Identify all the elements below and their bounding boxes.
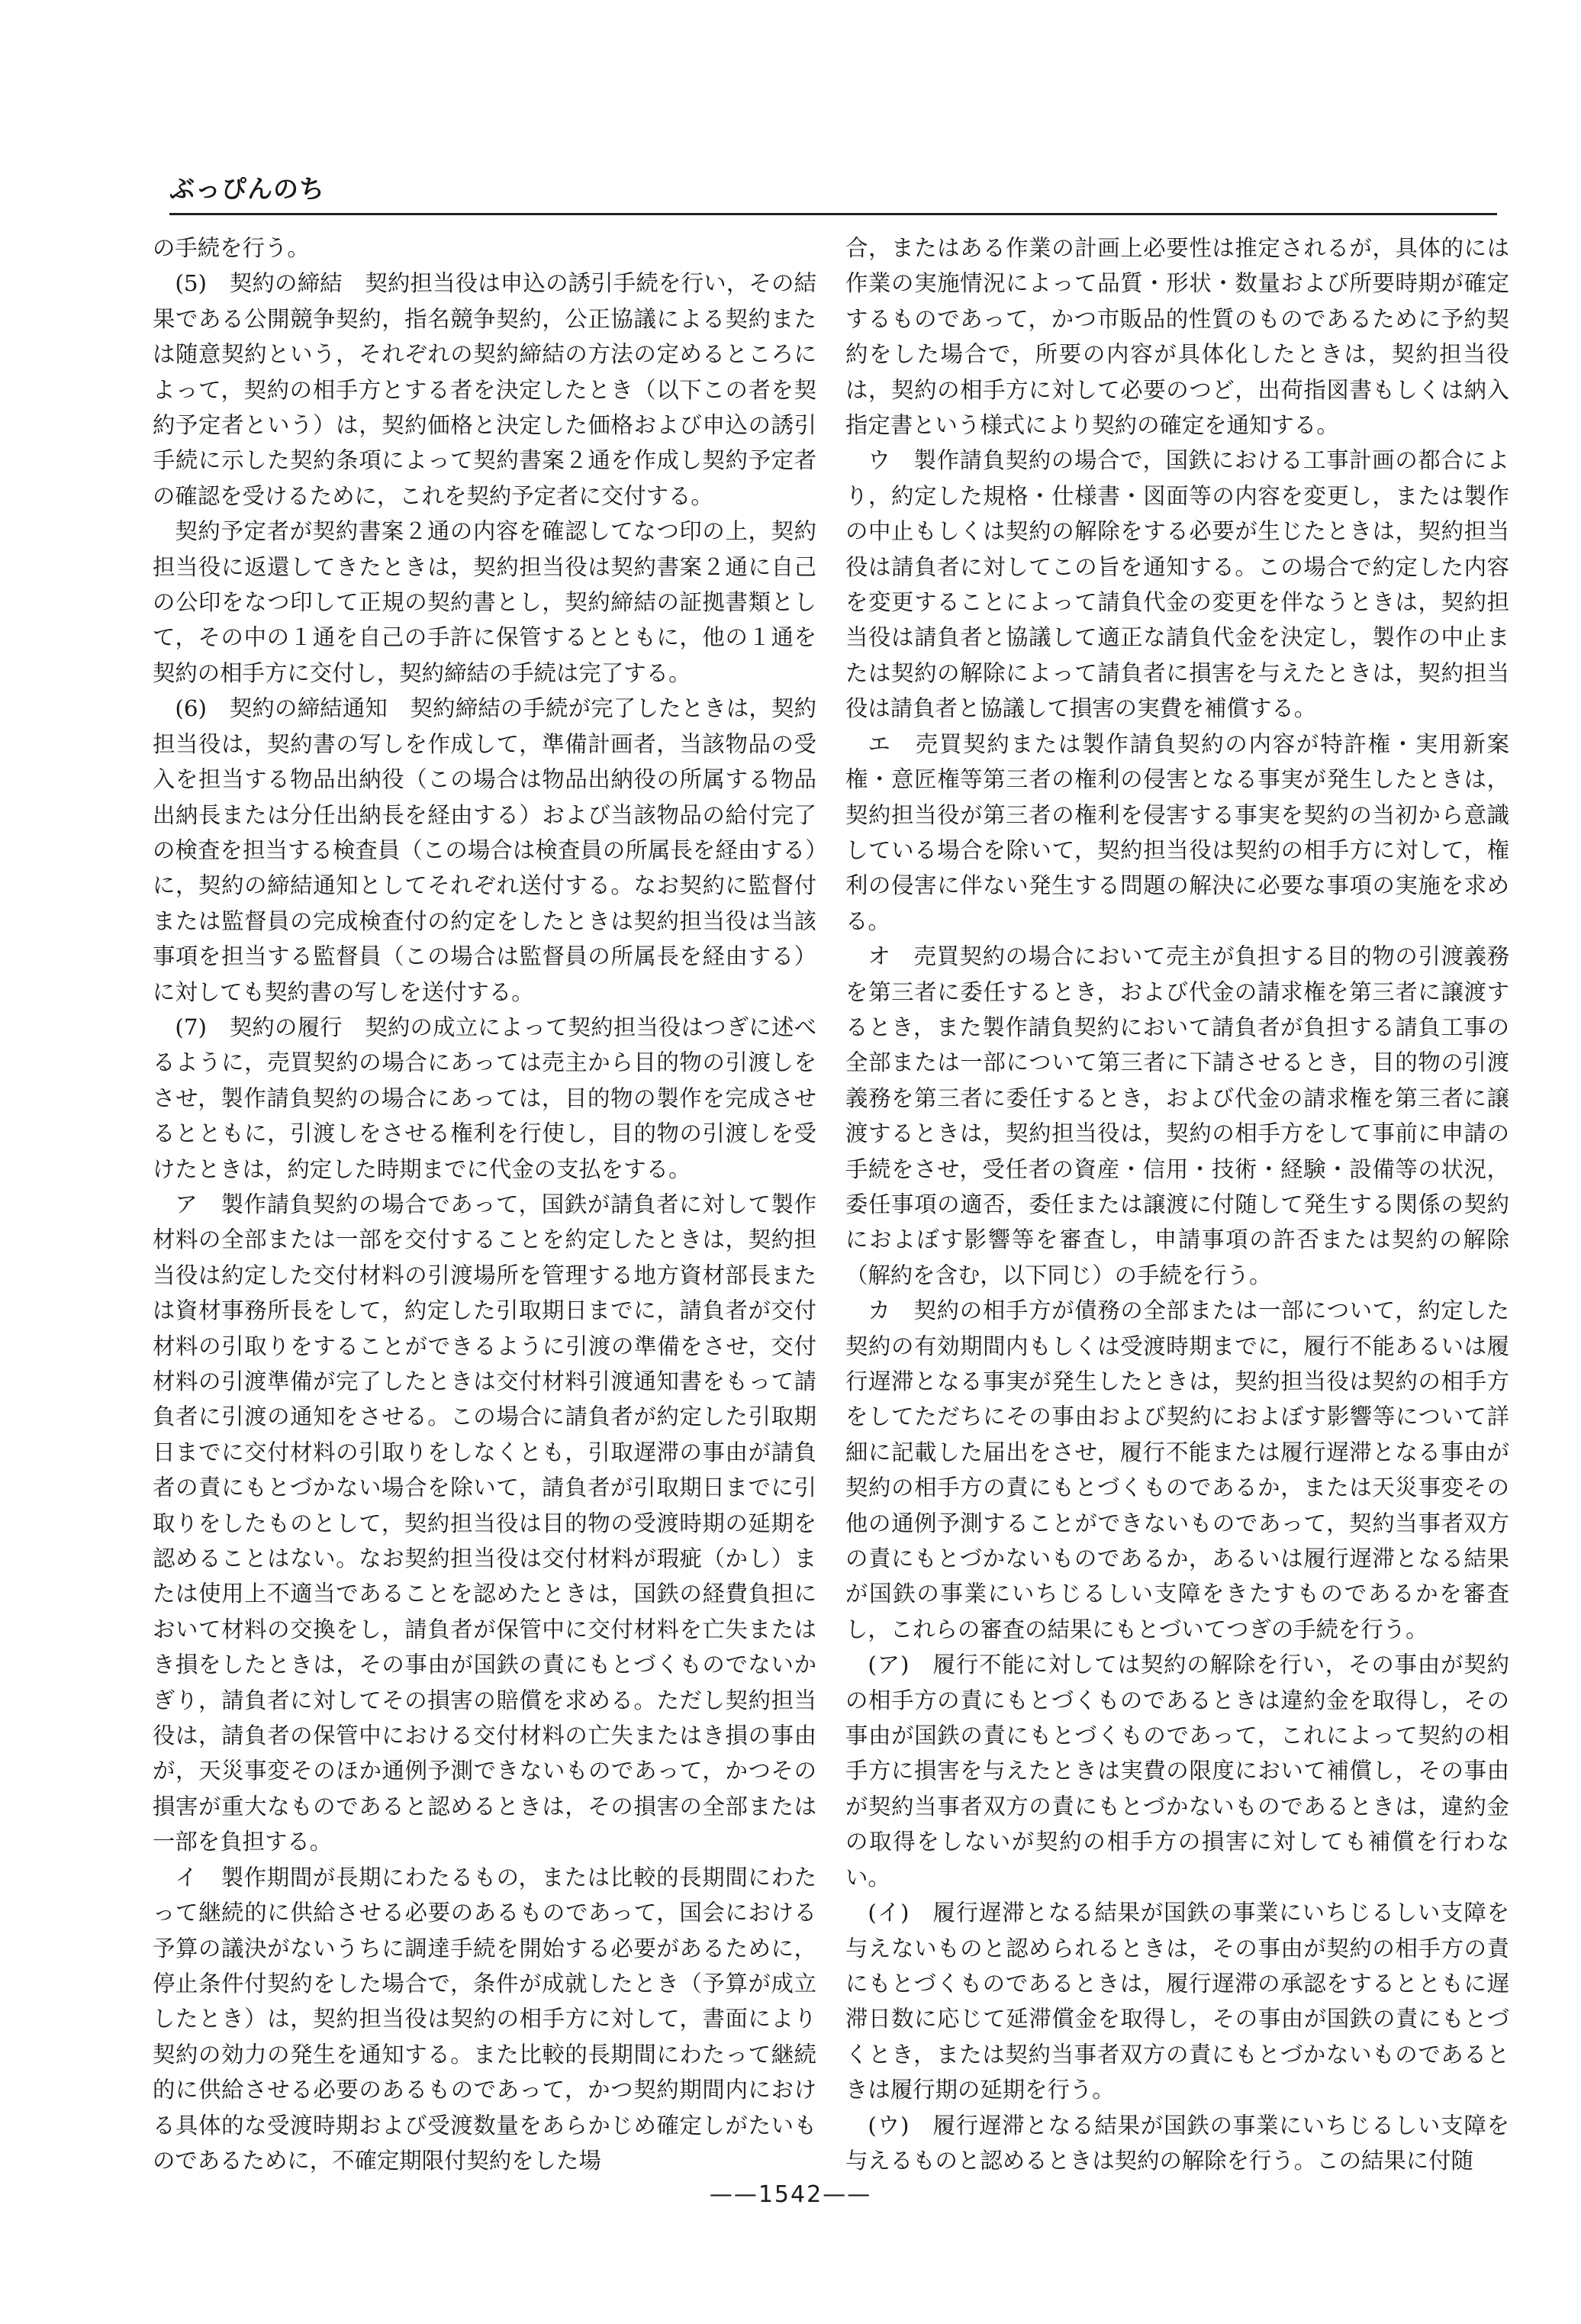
paragraph: (ウ) 履行遅滞となる結果が国鉄の事業にいちじるしい支障を与えるものと認めるときは契約の解除を行う。この結果に付随	[845, 2112, 1509, 2174]
paragraph: ウ 製作請負契約の場合で，国鉄における工事計画の都合により，約定した規格・仕様書・図面等の内容を変更し，または製作の中止もしくは契約の解除をする必要が生じたときは，契約担当役は請負者に対してこの旨を通知する。この場合で約定した内容を変更することによって請負代金の変更を伴なうときは，契約担当役は請負者と協議して適正な請負代金を決定し，製作の中止または契約の解除によって請負者に損害を与えたときは，契約担当役は請負者と協議して損害の実費を補償する。	[845, 447, 1509, 722]
left-column	[153, 230, 816, 2178]
header-rule	[169, 213, 1497, 215]
paragraph: (7) 契約の履行 契約の成立によって契約担当役はつぎに述べるように，売買契約の場合にあっては売主から目的物の引渡しをさせ，製作請負契約の場合にあっては，目的物の製作を完成させるとともに，引渡しをさせる権利を行使し，目的物の引渡しを受けたときは，約定した時期までに代金の支払をする。	[153, 1014, 816, 1182]
running-header-title: ぶっぴんのち	[169, 174, 325, 204]
paragraph: カ 契約の相手方が債務の全部または一部について，約定した契約の有効期間内もしくは受渡時期までに，履行不能あるいは履行遅滞となる事実が発生したときは，契約担当役は契約の相手方をしてただちにその事由および契約におよぼす影響等について詳細に記載した届出をさせ，履行不能または履行遅滞となる事由が契約の相手方の責にもとづくものであるか，または天災事変その他の通例予測することができないものであって，契約当事者双方の責にもとづかないものであるか，あるいは履行遅滞となる結果が国鉄の事業にいちじるしい支障をきたすものであるかを審査し，これらの審査の結果にもとづいてつぎの手続を行う。	[845, 1297, 1509, 1642]
paragraph: エ 売買契約または製作請負契約の内容が特許権・実用新案権・意匠権等第三者の権利の侵害となる事実が発生したときは，契約担当役が第三者の権利を侵害する事実を契約の当初から意識している場合を除いて，契約担当役は契約の相手方に対して，権利の侵害に伴ない発生する問題の解決に必要な事項の実施を求める。	[845, 730, 1509, 934]
right-column	[845, 230, 1509, 2178]
paragraph: ア 製作請負契約の場合であって，国鉄が請負者に対して製作材料の全部または一部を交付することを約定したときは，契約担当役は約定した交付材料の引渡場所を管理する地方資材部長または資材事務所長をして，約定した引取期日までに，請負者が交付材料の引取りをすることができるように引渡の準備をさせ，交付材料の引渡準備が完了したときは交付材料引渡通知書をもって請負者に引渡の通知をさせる。この場合に請負者が約定した引取期日までに交付材料の引取りをしなくとも，引取遅滞の事由が請負者の責にもとづかない場合を除いて，請負者が引取期日までに引取りをしたものとして，契約担当役は目的物の受渡時期の延期を認めることはない。なお契約担当役は交付材料が瑕疵（かし）または使用上不適当であることを認めたときは，国鉄の経費負担において材料の交換をし，請負者が保管中に交付材料を亡失またはき損をしたときは，その事由が国鉄の責にもとづくものでないかぎり，請負者に対してその損害の賠償を求める。ただし契約担当役は，請負者の保管中における交付材料の亡失またはき損の事由が，天災事変そのほか通例予測できないものであって，かつその損害が重大なものであると認めるときは，その損害の全部または一部を負担する。	[153, 1191, 816, 1855]
paragraph: の手続を行う。	[153, 235, 310, 261]
paragraph: (ア) 履行不能に対しては契約の解除を行い，その事由が契約の相手方の責にもとづくものであるときは違約金を取得し，その事由が国鉄の責にもとづくものであって，これによって契約の相手方に損害を与えたときは実費の限度において補償し，その事由が契約当事者双方の責にもとづかないものであるときは，違約金の取得をしないが契約の相手方の損害に対しても補償を行わない。	[845, 1652, 1509, 1890]
paragraph: イ 製作期間が長期にわたるもの，または比較的長期間にわたって継続的に供給させる必要のあるものであって，国会における予算の議決がないうちに調達手続を開始する必要があるために，停止条件付契約をした場合で，条件が成就したとき（予算が成立したとき）は，契約担当役は契約の相手方に対して，書面により契約の効力の発生を通知する。また比較的長期間にわたって継続的に供給させる必要のあるものであって，かつ契約期間内における具体的な受渡時期および受渡数量をあらかじめ確定しがたいものであるために，不確定期限付契約をした場	[153, 1864, 816, 2174]
page-number: ——1542——	[709, 2181, 872, 2208]
paragraph: (5) 契約の締結 契約担当役は申込の誘引手続を行い，その結果である公開競争契約，指名競争契約，公正協議による契約または随意契約という，それぞれの契約締結の方法の定めるところによって，契約の相手方とする者を決定したとき（以下この者を契約予定者という）は，契約価格と決定した価格および申込の誘引手続に示した契約条項によって契約書案２通を作成し契約予定者の確認を受けるために，これを契約予定者に交付する。	[153, 270, 816, 509]
paragraph: 合，またはある作業の計画上必要性は推定されるが，具体的には作業の実施情況によって品質・形状・数量および所要時期が確定するものであって，かつ市販品的性質のものであるために予約契約をした場合で，所要の内容が具体化したときは，契約担当役は，契約の相手方に対して必要のつど，出荷指図書もしくは納入指定書という様式により契約の確定を通知する。	[845, 235, 1509, 439]
paragraph: オ 売買契約の場合において売主が負担する目的物の引渡義務を第三者に委任するとき，および代金の請求権を第三者に譲渡するとき，また製作請負契約において請負者が負担する請負工事の全部または一部について第三者に下請させるとき，目的物の引渡義務を第三者に委任するとき，および代金の請求権を第三者に譲渡するときは，契約担当役は，契約の相手方をして事前に申請の手続をさせ，受任者の資産・信用・技術・経験・設備等の状況，委任事項の適否，委任または譲渡に付随して発生する関係の契約におよぼす影響等を審査し，申請事項の許否または契約の解除（解約を含む，以下同じ）の手続を行う。	[845, 943, 1509, 1288]
paragraph: (6) 契約の締結通知 契約締結の手続が完了したときは，契約担当役は，契約書の写しを作成して，準備計画者，当該物品の受入を担当する物品出納役（この場合は物品出納役の所属する物品出納長または分任出納長を経由する）および当該物品の給付完了の検査を担当する検査員（この場合は検査員の所属長を経由する）に，契約の締結通知としてそれぞれ送付する。なお契約に監督付または監督員の完成検査付の約定をしたときは契約担当役は当該事項を担当する監督員（この場合は監督員の所属長を経由する）に対しても契約書の写しを送付する。	[153, 695, 816, 1005]
paragraph: 契約予定者が契約書案２通の内容を確認してなつ印の上，契約担当役に返還してきたときは，契約担当役は契約書案２通に自己の公印をなつ印して正規の契約書とし，契約締結の証拠書類として，その中の１通を自己の手許に保管するとともに，他の１通を契約の相手方に交付し，契約締結の手続は完了する。	[153, 518, 816, 686]
paragraph: (イ) 履行遅滞となる結果が国鉄の事業にいちじるしい支障を与えないものと認められるときは，その事由が契約の相手方の責にもとづくものであるときは，履行遅滞の承認をするとともに遅滞日数に応じて延滞償金を取得し，その事由が国鉄の責にもとづくとき，または契約当事者双方の責にもとづかないものであるときは履行期の延期を行う。	[845, 1900, 1509, 2103]
